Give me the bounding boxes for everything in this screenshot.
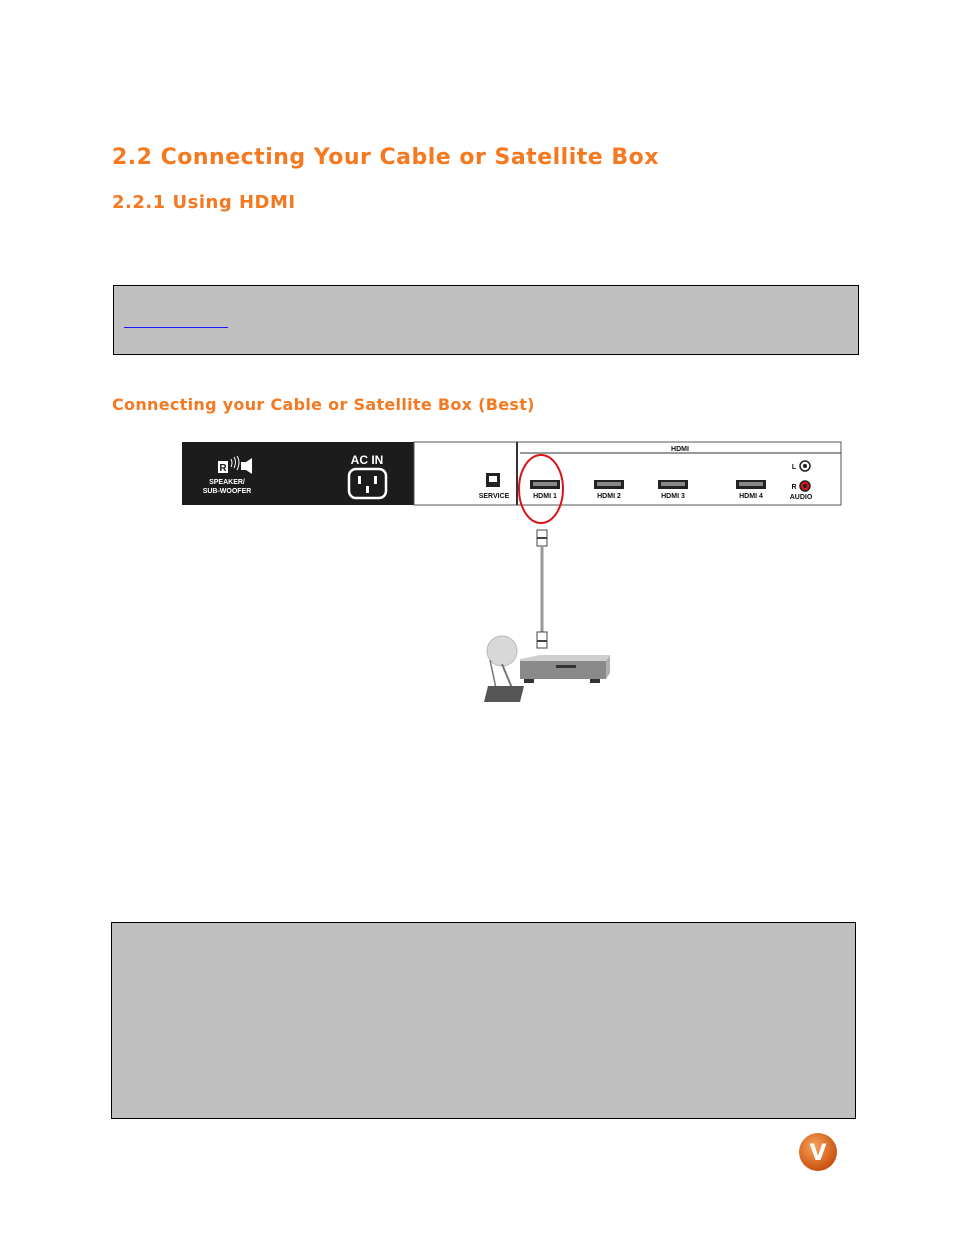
satellite-dish-icon <box>484 636 524 702</box>
hdmi-port-2-icon <box>594 480 624 489</box>
audio-label: AUDIO <box>789 494 813 501</box>
service-label: SERVICE <box>478 493 510 500</box>
hdmi-port-4-icon <box>736 480 766 489</box>
section-heading: 2.2 Connecting Your Cable or Satellite Box <box>112 145 659 170</box>
audio-r-label: R <box>791 484 797 491</box>
ac-in-label: AC IN <box>350 453 384 467</box>
hdmi-port-3-label: HDMI 3 <box>661 493 685 500</box>
panel-dark-section <box>182 442 414 505</box>
audio-l-jack-icon <box>800 461 810 471</box>
diagram-title: Connecting your Cable or Satellite Box (Best) <box>112 395 535 414</box>
hdmi-port-3-icon <box>658 480 688 489</box>
audio-r-jack-icon <box>800 481 810 491</box>
speaker-label-2: SUB-WOOFER <box>202 488 252 495</box>
svg-text:R: R <box>219 463 227 474</box>
audio-l-label: L <box>791 464 797 471</box>
hdmi-port-1-icon <box>530 480 560 489</box>
subsection-heading: 2.2.1 Using HDMI <box>112 192 296 213</box>
hdmi-cable <box>537 530 547 648</box>
svg-text:V: V <box>809 1141 827 1166</box>
note-box-large <box>111 922 856 1119</box>
speaker-label-1: SPEAKER/ <box>209 479 245 486</box>
hdmi-port-4-label: HDMI 4 <box>739 493 763 500</box>
set-top-box-icon <box>520 655 610 683</box>
service-port-icon <box>486 473 500 487</box>
hdmi-port-1-label: HDMI 1 <box>533 493 557 500</box>
hdmi-header: HDMI <box>671 446 689 453</box>
hdmi-port-2-label: HDMI 2 <box>597 493 621 500</box>
vizio-logo-icon <box>798 1132 838 1172</box>
